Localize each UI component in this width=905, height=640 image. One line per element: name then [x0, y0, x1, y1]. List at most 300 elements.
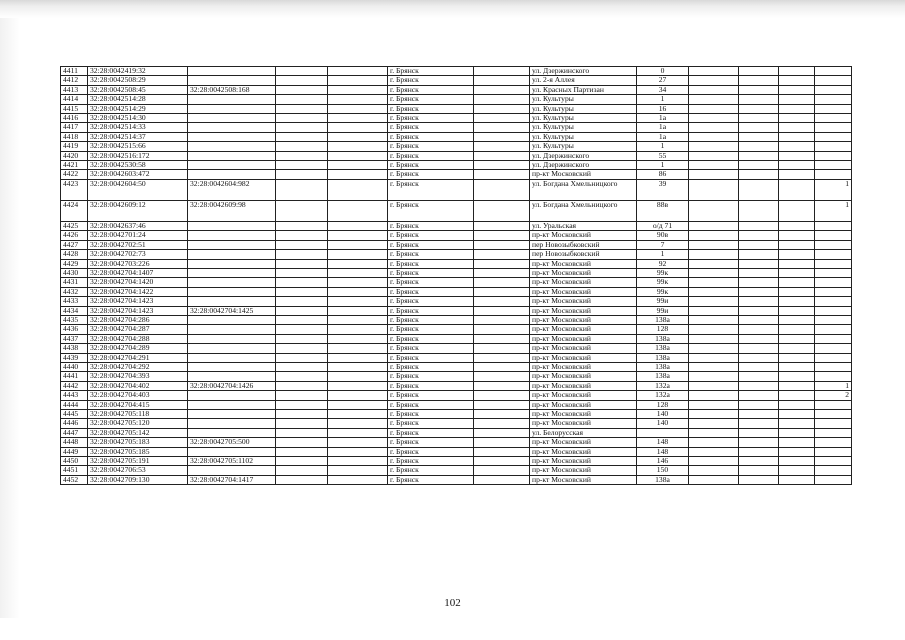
cell-parent-cadastral-number: 32:28:0042508:168: [188, 85, 276, 94]
cell-empty: [739, 457, 779, 466]
cell-city: г. Брянск: [388, 419, 474, 428]
table-row: [61, 151, 852, 160]
cell-empty: [689, 306, 739, 315]
cell-house: 39: [637, 179, 689, 200]
cell-empty: [474, 315, 530, 324]
cell-empty: [328, 466, 388, 475]
cell-empty: [276, 268, 328, 277]
cell-empty: [779, 132, 815, 141]
table-row: [61, 297, 852, 306]
cell-empty: [739, 400, 779, 409]
table-row: [61, 104, 852, 113]
cell-house: 1: [637, 161, 689, 170]
cell-city: г. Брянск: [388, 104, 474, 113]
cell-extra: [815, 419, 852, 428]
cell-empty: [779, 250, 815, 259]
cell-house: 1: [637, 250, 689, 259]
cell-city: г. Брянск: [388, 297, 474, 306]
table-row: [61, 250, 852, 259]
cell-extra: [815, 297, 852, 306]
cell-street: пр-кт Московский: [530, 334, 637, 343]
cell-empty: [276, 142, 328, 151]
scan-top-edge: [0, 0, 905, 18]
cell-cadastral-number: 32:28:0042702:51: [88, 240, 188, 249]
cell-empty: [739, 475, 779, 484]
cell-empty: [276, 447, 328, 456]
cell-parent-cadastral-number: [188, 400, 276, 409]
cell-parent-cadastral-number: [188, 344, 276, 353]
cell-number: 4443: [61, 391, 88, 400]
cell-empty: [474, 457, 530, 466]
cell-empty: [779, 259, 815, 268]
cell-parent-cadastral-number: [188, 372, 276, 381]
cell-empty: [779, 170, 815, 179]
cell-empty: [328, 381, 388, 390]
cell-parent-cadastral-number: [188, 114, 276, 123]
cell-extra: [815, 76, 852, 85]
cell-parent-cadastral-number: [188, 250, 276, 259]
table-row: [61, 161, 852, 170]
cell-empty: [328, 268, 388, 277]
cell-empty: [276, 391, 328, 400]
cell-empty: [276, 200, 328, 221]
cell-house: 138а: [637, 372, 689, 381]
cell-empty: [328, 438, 388, 447]
cell-number: 4422: [61, 170, 88, 179]
cell-empty: [474, 428, 530, 437]
cell-empty: [779, 221, 815, 230]
cell-extra: [815, 259, 852, 268]
cell-street: ул. Дзержинского: [530, 151, 637, 160]
cell-number: 4428: [61, 250, 88, 259]
cell-empty: [328, 85, 388, 94]
cell-empty: [276, 419, 328, 428]
cell-empty: [328, 250, 388, 259]
cell-street: пр-кт Московский: [530, 306, 637, 315]
table-row: [61, 475, 852, 484]
cell-empty: [739, 250, 779, 259]
cell-empty: [276, 315, 328, 324]
cell-parent-cadastral-number: [188, 76, 276, 85]
table-row: [61, 278, 852, 287]
cell-empty: [328, 240, 388, 249]
cell-city: г. Брянск: [388, 250, 474, 259]
cell-empty: [689, 438, 739, 447]
cell-cadastral-number: 32:28:0042514:33: [88, 123, 188, 132]
cell-street: ул. Богдана Хмельницкого: [530, 179, 637, 200]
cell-street: пр-кт Московский: [530, 353, 637, 362]
cell-number: 4444: [61, 400, 88, 409]
cell-parent-cadastral-number: [188, 123, 276, 132]
cell-empty: [474, 104, 530, 113]
cell-empty: [276, 362, 328, 371]
cell-empty: [328, 76, 388, 85]
cell-empty: [689, 315, 739, 324]
cell-empty: [689, 297, 739, 306]
cell-house: 150: [637, 466, 689, 475]
cell-empty: [779, 381, 815, 390]
table-row: [61, 123, 852, 132]
cell-cadastral-number: 32:28:0042701:24: [88, 231, 188, 240]
cell-empty: [276, 400, 328, 409]
cell-empty: [779, 400, 815, 409]
cell-number: 4432: [61, 287, 88, 296]
cell-empty: [779, 95, 815, 104]
cell-empty: [689, 362, 739, 371]
cell-empty: [689, 287, 739, 296]
cell-city: г. Брянск: [388, 457, 474, 466]
cell-empty: [739, 179, 779, 200]
cell-city: г. Брянск: [388, 325, 474, 334]
cell-empty: [779, 428, 815, 437]
cell-cadastral-number: 32:28:0042705:183: [88, 438, 188, 447]
cell-empty: [779, 142, 815, 151]
cell-extra: [815, 428, 852, 437]
table-row: [61, 457, 852, 466]
cell-empty: [689, 259, 739, 268]
cell-empty: [474, 76, 530, 85]
table-row: [61, 334, 852, 343]
cell-empty: [689, 391, 739, 400]
cell-empty: [689, 85, 739, 94]
cell-cadastral-number: 32:28:0042706:53: [88, 466, 188, 475]
cell-empty: [779, 76, 815, 85]
table-row: [61, 287, 852, 296]
cell-house: 1: [637, 142, 689, 151]
cell-street: ул. Дзержинского: [530, 161, 637, 170]
cell-house: 1: [637, 95, 689, 104]
cell-empty: [276, 372, 328, 381]
cell-empty: [739, 132, 779, 141]
cell-empty: [689, 151, 739, 160]
cell-empty: [276, 297, 328, 306]
cell-number: 4434: [61, 306, 88, 315]
cell-street: пр-кт Московский: [530, 259, 637, 268]
cell-street: пр-кт Московский: [530, 400, 637, 409]
cell-city: г. Брянск: [388, 85, 474, 94]
cell-house: 55: [637, 151, 689, 160]
cell-empty: [276, 132, 328, 141]
cell-empty: [328, 325, 388, 334]
cell-parent-cadastral-number: [188, 240, 276, 249]
cell-empty: [474, 85, 530, 94]
cell-empty: [474, 114, 530, 123]
cell-number: 4433: [61, 297, 88, 306]
cell-house: 16: [637, 104, 689, 113]
table-row: [61, 353, 852, 362]
cell-cadastral-number: 32:28:0042704:289: [88, 344, 188, 353]
cell-parent-cadastral-number: [188, 410, 276, 419]
cell-empty: [328, 410, 388, 419]
cell-parent-cadastral-number: [188, 362, 276, 371]
cell-parent-cadastral-number: [188, 419, 276, 428]
cell-house: 1а: [637, 123, 689, 132]
table-row: [61, 306, 852, 315]
cell-empty: [779, 475, 815, 484]
cell-empty: [474, 231, 530, 240]
cell-extra: 1: [815, 381, 852, 390]
cell-empty: [739, 151, 779, 160]
cell-number: 4427: [61, 240, 88, 249]
cell-empty: [739, 104, 779, 113]
cell-number: 4418: [61, 132, 88, 141]
cell-empty: [779, 85, 815, 94]
cell-extra: [815, 161, 852, 170]
cell-number: 4431: [61, 278, 88, 287]
cell-empty: [689, 231, 739, 240]
cell-parent-cadastral-number: 32:28:0042705:500: [188, 438, 276, 447]
cell-empty: [739, 410, 779, 419]
cell-street: ул. Уральская: [530, 221, 637, 230]
cell-extra: [815, 400, 852, 409]
cell-parent-cadastral-number: [188, 428, 276, 437]
cell-cadastral-number: 32:28:0042705:191: [88, 457, 188, 466]
cell-empty: [328, 179, 388, 200]
cell-extra: [815, 250, 852, 259]
cell-house: 99к: [637, 287, 689, 296]
cell-street: пр-кт Московский: [530, 362, 637, 371]
cell-cadastral-number: 32:28:0042705:118: [88, 410, 188, 419]
cell-street: пр-кт Московский: [530, 391, 637, 400]
cell-empty: [779, 161, 815, 170]
cell-empty: [276, 123, 328, 132]
cell-empty: [474, 268, 530, 277]
cell-empty: [328, 221, 388, 230]
cell-house: 148: [637, 447, 689, 456]
cell-empty: [276, 259, 328, 268]
table-row: [61, 466, 852, 475]
cell-cadastral-number: 32:28:0042704:1423: [88, 297, 188, 306]
cell-number: 4446: [61, 419, 88, 428]
cell-empty: [328, 362, 388, 371]
cell-empty: [474, 344, 530, 353]
cell-empty: [328, 104, 388, 113]
cell-empty: [276, 334, 328, 343]
cell-empty: [328, 334, 388, 343]
cell-number: 4412: [61, 76, 88, 85]
cell-house: 138а: [637, 353, 689, 362]
cell-house: 128: [637, 325, 689, 334]
cell-house: 148: [637, 438, 689, 447]
cell-cadastral-number: 32:28:0042709:130: [88, 475, 188, 484]
cell-empty: [779, 278, 815, 287]
cell-empty: [474, 372, 530, 381]
cell-city: г. Брянск: [388, 240, 474, 249]
cell-house: 138а: [637, 475, 689, 484]
table-row: [61, 438, 852, 447]
cell-house: 132а: [637, 391, 689, 400]
cell-street: пр-кт Московский: [530, 419, 637, 428]
cell-empty: [474, 381, 530, 390]
cell-cadastral-number: 32:28:0042514:37: [88, 132, 188, 141]
cell-cadastral-number: 32:28:0042705:120: [88, 419, 188, 428]
cell-empty: [779, 240, 815, 249]
cell-street: ул. Культуры: [530, 132, 637, 141]
cell-empty: [276, 466, 328, 475]
cell-empty: [779, 179, 815, 200]
cell-empty: [276, 306, 328, 315]
cell-house: 86: [637, 170, 689, 179]
cell-empty: [739, 362, 779, 371]
cell-extra: [815, 132, 852, 141]
cell-empty: [474, 353, 530, 362]
cell-house: 1а: [637, 132, 689, 141]
cell-empty: [689, 325, 739, 334]
cell-extra: 2: [815, 391, 852, 400]
table-row: [61, 400, 852, 409]
cell-empty: [739, 428, 779, 437]
cell-empty: [474, 95, 530, 104]
cell-cadastral-number: 32:28:0042704:393: [88, 372, 188, 381]
cell-house: 132а: [637, 381, 689, 390]
cell-empty: [689, 221, 739, 230]
cell-number: 4414: [61, 95, 88, 104]
cell-empty: [689, 353, 739, 362]
cell-empty: [779, 231, 815, 240]
cell-street: пр-кт Московский: [530, 268, 637, 277]
cell-cadastral-number: 32:28:0042702:73: [88, 250, 188, 259]
cell-number: 4430: [61, 268, 88, 277]
table-row: [61, 344, 852, 353]
cell-street: пр-кт Московский: [530, 475, 637, 484]
cell-empty: [328, 132, 388, 141]
cell-extra: [815, 315, 852, 324]
cell-empty: [276, 344, 328, 353]
cell-empty: [474, 325, 530, 334]
cell-house: 140: [637, 410, 689, 419]
cell-parent-cadastral-number: 32:28:0042609:98: [188, 200, 276, 221]
cell-empty: [328, 259, 388, 268]
cell-street: пр-кт Московский: [530, 287, 637, 296]
cell-empty: [276, 95, 328, 104]
table-row: [61, 259, 852, 268]
table-row: [61, 381, 852, 390]
cell-empty: [739, 344, 779, 353]
cell-empty: [689, 410, 739, 419]
table-row: [61, 76, 852, 85]
cell-empty: [328, 315, 388, 324]
cell-parent-cadastral-number: [188, 447, 276, 456]
cell-empty: [474, 151, 530, 160]
cell-empty: [689, 457, 739, 466]
cell-city: г. Брянск: [388, 410, 474, 419]
cell-number: 4419: [61, 142, 88, 151]
cell-street: пр-кт Московский: [530, 372, 637, 381]
cell-empty: [474, 466, 530, 475]
cell-parent-cadastral-number: [188, 142, 276, 151]
cell-street: ул. Богдана Хмельницкого: [530, 200, 637, 221]
cell-empty: [739, 161, 779, 170]
cell-number: 4435: [61, 315, 88, 324]
cell-number: 4416: [61, 114, 88, 123]
cell-empty: [328, 428, 388, 437]
cell-empty: [739, 438, 779, 447]
table-row: [61, 325, 852, 334]
cell-empty: [328, 447, 388, 456]
cell-empty: [739, 259, 779, 268]
table-row: [61, 447, 852, 456]
cell-number: 4442: [61, 381, 88, 390]
cell-empty: [276, 278, 328, 287]
cell-empty: [739, 200, 779, 221]
cell-city: г. Брянск: [388, 132, 474, 141]
table-row: [61, 200, 852, 221]
table-row: [61, 142, 852, 151]
cell-empty: [276, 151, 328, 160]
cell-empty: [779, 419, 815, 428]
cell-cadastral-number: 32:28:0042609:12: [88, 200, 188, 221]
cell-empty: [328, 287, 388, 296]
cell-parent-cadastral-number: [188, 132, 276, 141]
cell-city: г. Брянск: [388, 221, 474, 230]
cell-empty: [779, 334, 815, 343]
cell-parent-cadastral-number: [188, 161, 276, 170]
cell-house: 99к: [637, 278, 689, 287]
cell-city: г. Брянск: [388, 438, 474, 447]
cell-parent-cadastral-number: [188, 315, 276, 324]
cell-empty: [779, 325, 815, 334]
cell-empty: [328, 278, 388, 287]
cell-empty: [328, 95, 388, 104]
cell-street: пр-кт Московский: [530, 447, 637, 456]
cell-house: 1а: [637, 114, 689, 123]
cell-empty: [276, 240, 328, 249]
cell-empty: [474, 306, 530, 315]
cell-empty: [779, 447, 815, 456]
cell-extra: [815, 344, 852, 353]
cell-number: 4450: [61, 457, 88, 466]
cell-empty: [474, 475, 530, 484]
table-row: [61, 114, 852, 123]
cell-street: ул. Красных Партизан: [530, 85, 637, 94]
cell-empty: [739, 325, 779, 334]
cell-street: ул. Белорусская: [530, 428, 637, 437]
cell-number: 4452: [61, 475, 88, 484]
cell-city: г. Брянск: [388, 123, 474, 132]
cell-cadastral-number: 32:28:0042604:50: [88, 179, 188, 200]
cell-empty: [474, 179, 530, 200]
cell-empty: [276, 170, 328, 179]
cell-empty: [779, 104, 815, 113]
cell-empty: [328, 161, 388, 170]
cell-number: 4417: [61, 123, 88, 132]
cell-number: 4440: [61, 362, 88, 371]
cell-street: пр-кт Московский: [530, 325, 637, 334]
cell-extra: [815, 447, 852, 456]
cell-empty: [689, 447, 739, 456]
cell-empty: [739, 381, 779, 390]
cell-empty: [276, 287, 328, 296]
cell-empty: [474, 438, 530, 447]
cell-extra: [815, 142, 852, 151]
scan-left-edge: [0, 18, 20, 618]
cell-cadastral-number: 32:28:0042704:403: [88, 391, 188, 400]
cell-empty: [739, 114, 779, 123]
cell-number: 4411: [61, 67, 88, 76]
cell-street: ул. Культуры: [530, 114, 637, 123]
cell-empty: [328, 353, 388, 362]
cell-empty: [739, 466, 779, 475]
cell-empty: [474, 170, 530, 179]
cell-empty: [739, 268, 779, 277]
cell-number: 4451: [61, 466, 88, 475]
table-row: [61, 132, 852, 141]
page-number: 102: [444, 597, 461, 609]
cell-street: пр-кт Московский: [530, 381, 637, 390]
cell-extra: [815, 67, 852, 76]
cell-empty: [328, 200, 388, 221]
cell-cadastral-number: 32:28:0042704:1407: [88, 268, 188, 277]
